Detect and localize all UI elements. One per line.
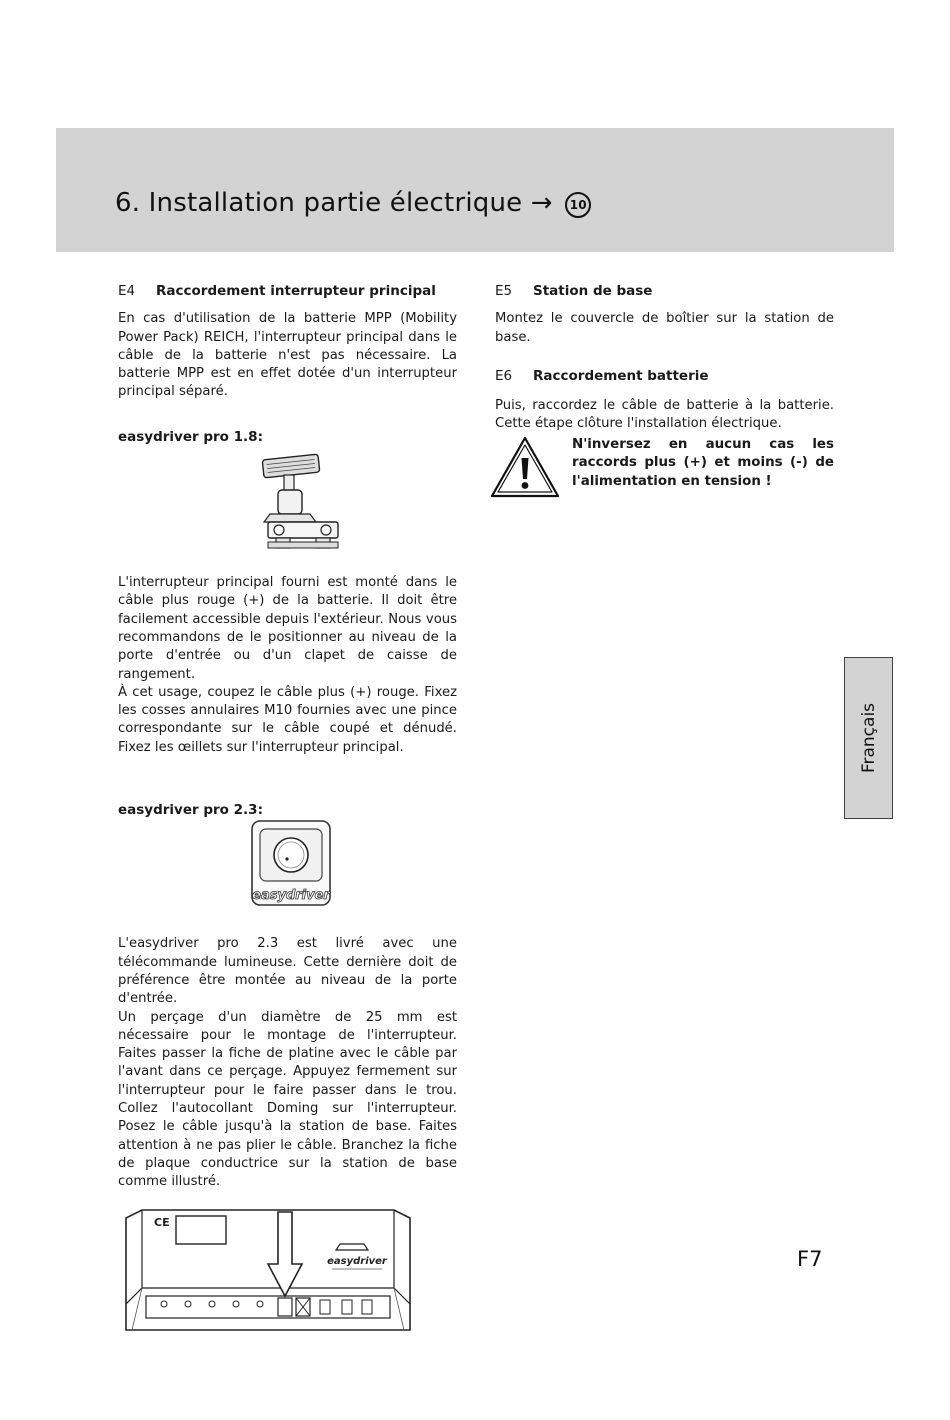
e6-paragraph: Puis, raccordez le câble de batterie à la batterie. Cette étape clôture l'installation électrique. xyxy=(495,398,834,432)
pro18-paragraph-2: À cet usage, coupez le câble plus (+) rouge. Fixez les cosses annulaires M10 fournies avec une pince correspondante sur le câble coupé et dénudé. Fixez les œillets sur l'interrupteur principal. xyxy=(118,684,457,755)
language-tab xyxy=(844,657,893,819)
station-brand-label: easydriver xyxy=(327,1255,387,1267)
section-title: Raccordement batterie xyxy=(533,367,709,384)
base-station-illustration xyxy=(106,1208,445,1338)
right-column xyxy=(495,282,834,434)
pro23-paragraph-1: L'easydriver pro 2.3 est livré avec une télécommande lumineuse. Cette dernière doit de préférence être montée au niveau de la porte d'entrée. xyxy=(118,936,457,1007)
warning-text: N'inversez en aucun cas les raccords plus (+) et moins (-) de l'alimentation en tension ! xyxy=(572,437,834,489)
page-title-text: 6. Installation partie électrique → xyxy=(115,188,553,218)
remote-brand-label: easydriver xyxy=(252,888,330,904)
section-e4-heading xyxy=(118,282,457,300)
pro23-paragraph-2: Un perçage d'un diamètre de 25 mm est nécessaire pour le montage de l'interrupteur. Faites passer la fiche de platine avec le câble par l'avant dans ce perçage. Appuyez fermement sur l'interrupteur pour le faire passer dans le trou. Collez l'autocollant Doming sur l'interrupteur. Posez le câble jusqu'à la station de base. Faites attention à ne pas plier le câble. Branchez la fiche de plaque conductrice sur la station de base comme illustré. xyxy=(118,1009,457,1190)
section-e5-heading xyxy=(495,282,834,300)
e5-paragraph: Montez le couvercle de boîtier sur la station de base. xyxy=(495,311,834,345)
section-title: Station de base xyxy=(533,283,653,299)
main-switch-illustration xyxy=(118,448,457,556)
section-number: E5 xyxy=(495,283,513,299)
section-title: Raccordement interrupteur principal xyxy=(156,283,436,299)
pro18-subheading: easydriver pro 1.8: xyxy=(118,428,263,445)
figure-reference-badge: 10 xyxy=(565,192,591,218)
page-number: F7 xyxy=(797,1247,823,1271)
ce-mark: CE xyxy=(154,1215,170,1229)
pro23-subheading: easydriver pro 2.3: xyxy=(118,802,263,819)
type-label-plate xyxy=(176,1216,226,1244)
page-title xyxy=(115,188,591,218)
remote-switch-illustration xyxy=(118,815,457,909)
section-number: E4 xyxy=(118,283,136,299)
pro18-paragraph-1: L'interrupteur principal fourni est monté dans le câble plus rouge (+) de la batterie. Il doit être facilement accessible depuis l'extérieur. Nous vous recommandons de le positionner au niveau de la porte d'entrée ou d'un clapet de caisse de rangement. xyxy=(118,575,457,682)
e4-intro-paragraph: En cas d'utilisation de la batterie MPP (Mobility Power Pack) REICH, l'interrupteur principal dans le câble de la batterie n'est pas nécessaire. La batterie MPP est en effet dotée d'un interrupteur principal séparé. xyxy=(118,311,457,400)
section-e6-heading xyxy=(495,367,834,385)
language-tab-label: Français xyxy=(858,702,879,774)
left-column xyxy=(118,282,457,1338)
section-number: E6 xyxy=(495,367,513,384)
warning-triangle-icon xyxy=(490,436,560,498)
